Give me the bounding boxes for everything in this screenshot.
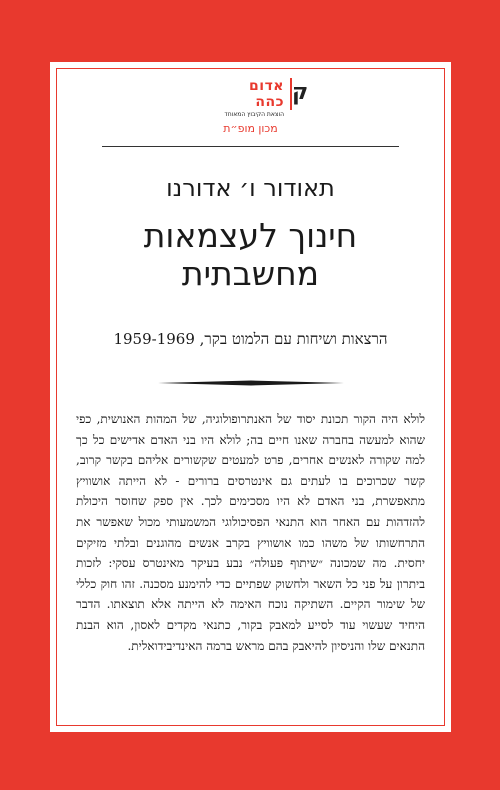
book-cover: [50, 62, 451, 732]
ornament-divider: [158, 380, 344, 386]
back-cover-text: לולא היה הקור תכונת יסוד של האנתרופולוגיה, של המהות האנושית, כפי שהוא למעשה בחברה שאנו חיים בה; לולא היו בני האדם אדישים כל כך למה שקורה לאנשים אחרים, פרט למעטים שקשורים אליהם בקשר קרוב, קשר שכרוכים בו לעתים גם אינטרסים ברורים - לא הייתה אושוויץ מתאפשרת, בני האדם לא היו מסכימים לכך. אין ספק שחוסר היכולת להזדהות עם האחר הוא התנאי הפסיכולוגי המשמעותי מכול שאפשר את התרחשותו של משהו כמו אושוויץ בקרב אנשים מהוגנים ובלתי מזיקים יחסית. מה שמכונה ״שיתוף פעולה״ נבע בעיקר מאינטרס עסקי: לזכות ביתרון על פני כל השאר ולחשוק שפתיים כדי להימנע מסכנה. זהו חוק כללי של שימור הקיים. השתיקה נוכח האימה לא הייתה אלא תוצאתו. הדבר היחיד שעשוי עוד לסייע למאבק בקור, כתנאי מקדים לאסון, הוא הבנת התנאים שלו והניסיון להיאבק בהם מראש ברמה האינדיבידואלית.: [76, 412, 425, 653]
logo-letter: ק: [292, 80, 309, 105]
book-subtitle: הרצאות ושיחות עם הלמוט בקר, 1959-1969: [113, 330, 388, 348]
publisher-logo: [200, 78, 309, 118]
book-title: [50, 217, 451, 293]
logo-box: [220, 78, 292, 118]
logo-name: אדום כהה: [249, 78, 284, 110]
title-line-1: חינוך לעצמאות: [143, 216, 358, 255]
header-divider: [102, 146, 399, 147]
author-name: תאודור ו׳ אדורנו: [166, 174, 335, 202]
logo-tagline: הוצאת הקיבוץ המאוחד: [224, 111, 284, 118]
title-line-2: מחשבתית: [181, 254, 320, 293]
imprint-label: מכון מופ״ת: [223, 122, 278, 135]
